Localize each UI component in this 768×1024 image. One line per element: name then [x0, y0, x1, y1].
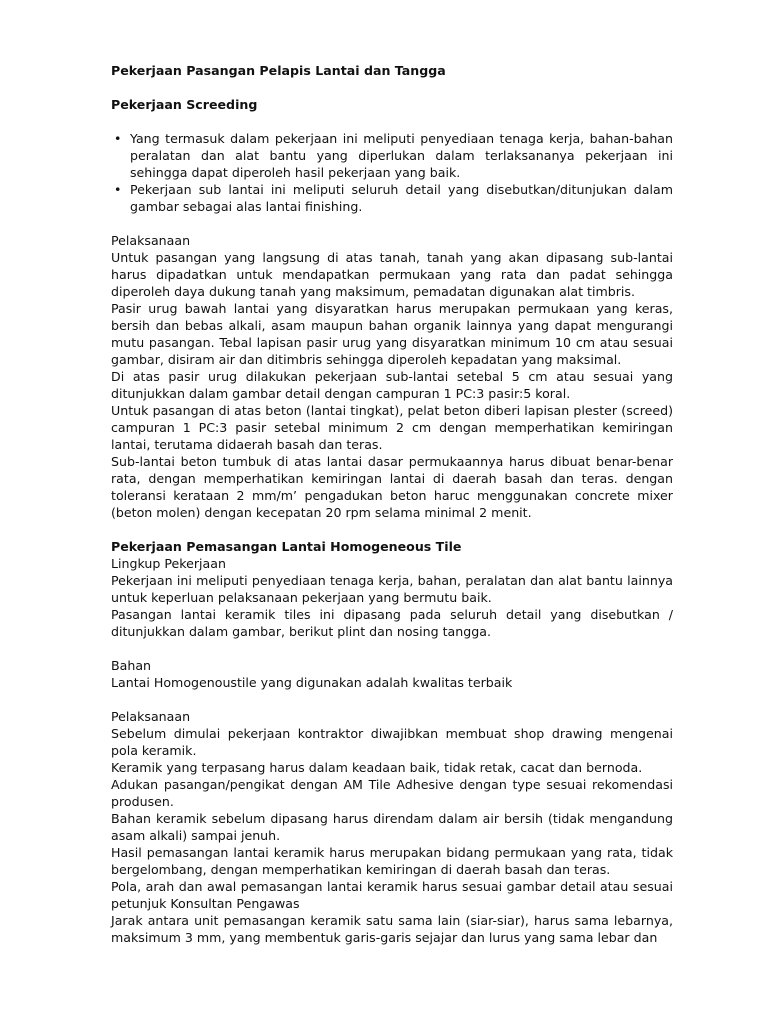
paragraph: Bahan keramik sebelum dipasang harus direndam dalam air bersih (tidak mengandung asam alkali) sampai jenuh.: [111, 811, 673, 843]
paragraph: Untuk pasangan yang langsung di atas tanah, tanah yang akan dipasang sub-lantai harus dipadatkan untuk mendapatkan permukaan yang rata dan padat sehingga diperoleh daya dukung tanah yang maksimum, pemadatan digunakan alat timbris.: [111, 250, 673, 299]
section-heading-homogeneous: Pekerjaan Pemasangan Lantai Homogeneous Tile: [111, 539, 462, 554]
paragraph: Sebelum dimulai pekerjaan kontraktor diwajibkan membuat shop drawing mengenai pola keramik.: [111, 726, 673, 758]
document-title: Pekerjaan Pasangan Pelapis Lantai dan Tangga: [111, 63, 446, 78]
subheading-lingkup: Lingkup Pekerjaan: [111, 556, 226, 571]
paragraph: Pasir urug bawah lantai yang disyaratkan harus merupakan permukaan yang keras, bersih dan bebas alkali, asam maupun bahan organik lainnya yang dapat mengurangi mutu pasangan. Tebal lapisan pasir urug yang disyaratkan minimum 10 cm atau sesuai gambar, disiram air dan ditimbris sehingga diperoleh kepadatan yang maksimal.: [111, 301, 673, 367]
screeding-bullet-list: [111, 130, 673, 215]
paragraph: Keramik yang terpasang harus dalam keadaan baik, tidak retak, cacat dan bernoda.: [111, 760, 643, 775]
paragraph: Untuk pasangan di atas beton (lantai tingkat), pelat beton diberi lapisan plester (screed) campuran 1 PC:3 pasir setebal minimum 2 cm dengan memperhatikan kemiringan lantai, terutama didaerah basah dan teras.: [111, 403, 673, 452]
bullet-item: • Yang termasuk dalam pekerjaan ini meliputi penyediaan tenaga kerja, bahan-bahan peralatan dan alat bantu yang diperlukan dalam terlaksananya pekerjaan ini sehingga dapat diperoleh hasil pekerjaan yang baik.: [111, 130, 673, 181]
paragraph: Pekerjaan ini meliputi penyediaan tenaga kerja, bahan, peralatan dan alat bantu lainnya untuk keperluan pelaksanaan pekerjaan yang bermutu baik.: [111, 573, 673, 605]
paragraph: Pola, arah dan awal pemasangan lantai keramik harus sesuai gambar detail atau sesuai petunjuk Konsultan Pengawas: [111, 879, 673, 911]
paragraph: Sub-lantai beton tumbuk di atas lantai dasar permukaannya harus dibuat benar-benar rata, dengan memperhatikan kemiringan lantai di daerah basah dan teras. dengan toleransi kerataan 2 mm/m’ pengadukan beton haruc menggunakan concrete mixer (beton molen) dengan kecepatan 20 rpm selama minimal 2 menit.: [111, 454, 673, 520]
section-heading-screeding: Pekerjaan Screeding: [111, 97, 258, 112]
bullet-item: • Pekerjaan sub lantai ini meliputi seluruh detail yang disebutkan/ditunjukan dalam gambar sebagai alas lantai finishing.: [111, 181, 673, 215]
subheading-pelaksanaan: Pelaksanaan: [111, 233, 191, 248]
paragraph: Adukan pasangan/pengikat dengan AM Tile Adhesive dengan type sesuai rekomendasi produsen.: [111, 777, 673, 809]
document-page: [111, 62, 673, 946]
subheading-pelaksanaan: Pelaksanaan: [111, 709, 191, 724]
paragraph: Hasil pemasangan lantai keramik harus merupakan bidang permukaan yang rata, tidak bergelombang, dengan memperhatikan kemiringan di daerah basah dan teras.: [111, 845, 673, 877]
paragraph: Jarak antara unit pemasangan keramik satu sama lain (siar-siar), harus sama lebarnya, maksimum 3 mm, yang membentuk garis-garis sejajar dan lurus yang sama lebar dan: [111, 913, 673, 945]
paragraph: Di atas pasir urug dilakukan pekerjaan sub-lantai setebal 5 cm atau sesuai yang ditunjukkan dalam gambar detail dengan campuran 1 PC:3 pasir:5 koral.: [111, 369, 673, 401]
subheading-bahan: Bahan: [111, 658, 152, 673]
paragraph: Pasangan lantai keramik tiles ini dipasang pada seluruh detail yang disebutkan / ditunjukkan dalam gambar, berikut plint dan nosing tangga.: [111, 607, 673, 639]
paragraph: Lantai Homogenoustile yang digunakan adalah kwalitas terbaik: [111, 675, 513, 690]
